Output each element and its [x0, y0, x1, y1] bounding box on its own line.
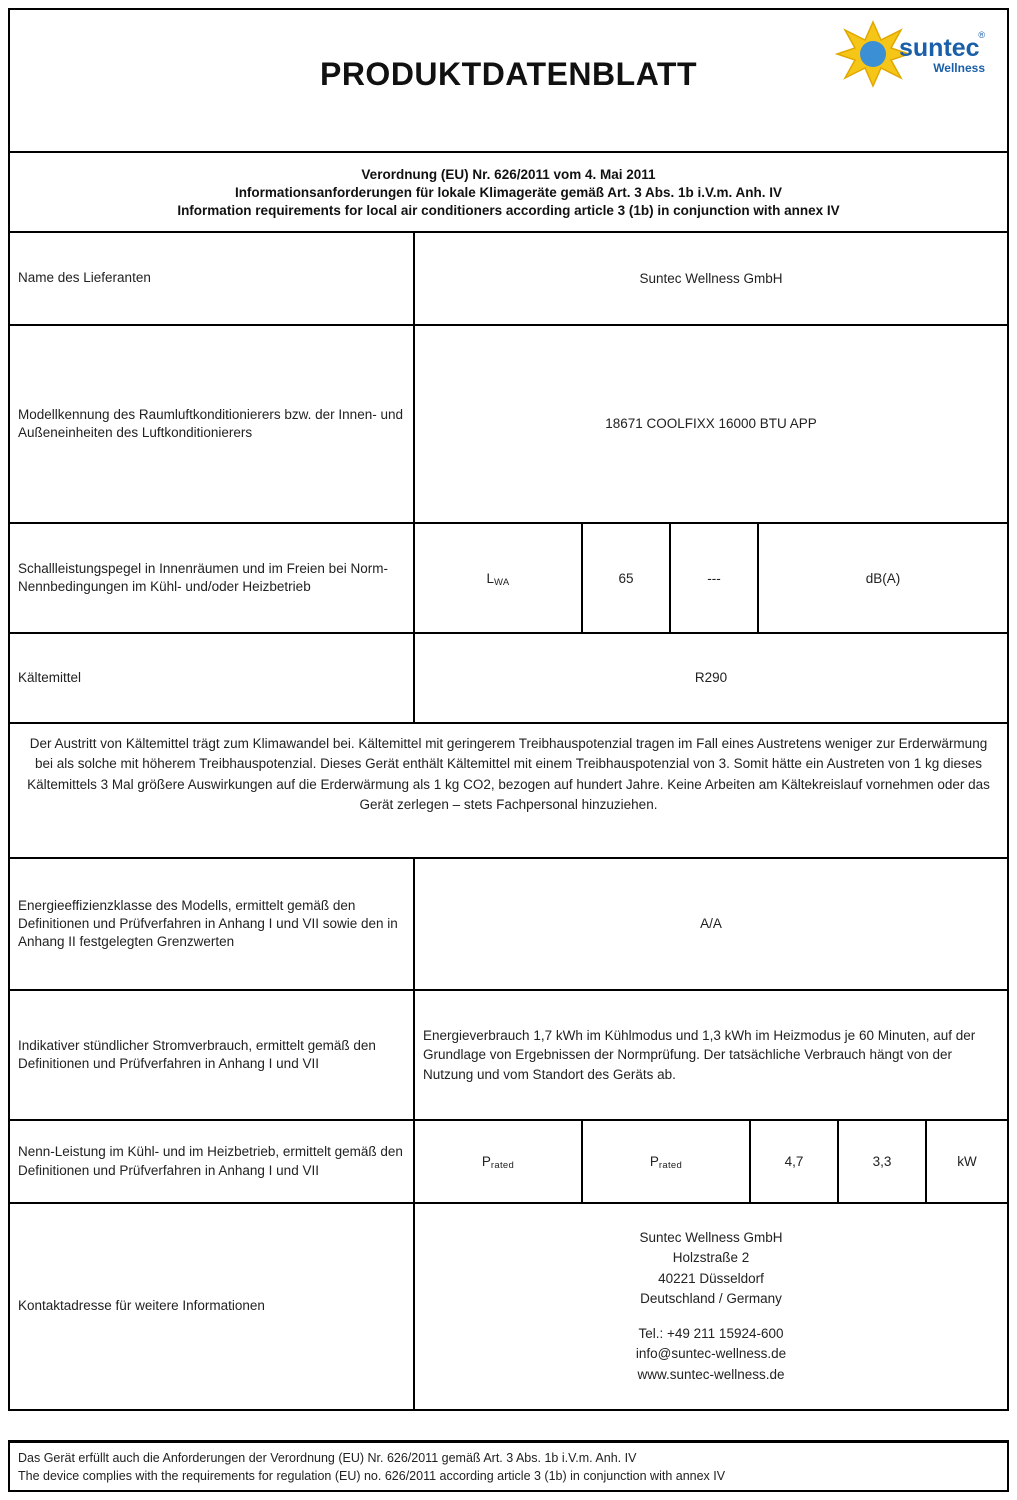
svg-text:Wellness: Wellness [933, 61, 985, 75]
contact-address [415, 1204, 1007, 1409]
table-row-supplier [10, 233, 1007, 326]
rated-symbol2-base: P [649, 1154, 659, 1169]
table-row-rated-capacity [10, 1121, 1007, 1204]
regulation-block [8, 153, 1009, 233]
contact-city: 40221 Düsseldorf [658, 1270, 764, 1286]
noise-value-cooling: 65 [583, 524, 671, 632]
refrigerant-note-text: Der Austritt von Kältemittel trägt zum Klimawandel bei. Kältemittel mit geringerem Treibhauspotenzial tragen im Fall eines Austretens weniger zur Erderwärmung bei als solche mit höherem Treibhauspotenzial. Dieses Gerät enthält Kältemittel mit einem Treibhauspotenzial von 3. Somit hätte ein Austreten von 1 kg dieses Kältemittels 3 Mal größere Auswirkungen auf die Erderwärmung als 1 kg CO2, bezogen auf hundert Jahre. Keine Arbeiten am Kältekreislauf vornehmen oder das Gerät zerlegen – stets Fachpersonal hinzuziehen. [27, 736, 990, 812]
noise-symbol-sub: WA [493, 576, 510, 588]
noise-unit: dB(A) [865, 570, 901, 586]
contact-email: info@suntec-wellness.de [635, 1346, 787, 1362]
noise-label: Schallleistungspegel in Innenräumen und im Freien bei Norm-Nennbedingungen im Kühl- und/oder Heizbetrieb [10, 524, 415, 632]
table-row-contact [10, 1204, 1007, 1409]
svg-text:®: ® [978, 30, 985, 40]
contact-street: Holzstraße 2 [672, 1250, 750, 1266]
rated-value-cooling: 4,7 [751, 1121, 839, 1202]
efficiency-value: A/A [700, 916, 722, 932]
rated-symbol-heating [583, 1121, 751, 1202]
suntec-logo [835, 20, 991, 88]
consumption-value: Energieverbrauch 1,7 kWh im Kühlmodus und 1,3 kWh im Heizmodus je 60 Minuten, auf der Grundlage von Ergebnissen der Normprüfung. Der tatsächliche Verbrauch hängt von der Nutzung und vom Standort des Geräts ab. [423, 1027, 976, 1082]
page-title: PRODUKTDATENBLATT [319, 56, 698, 92]
consumption-label: Indikativer stündlicher Stromverbrauch, ermittelt gemäß den Definitionen und Prüfverfahren in Anhang I und VII [10, 991, 415, 1119]
document-footer [8, 1440, 1009, 1492]
svg-text:suntec: suntec [899, 34, 980, 62]
supplier-label: Name des Lieferanten [10, 233, 415, 324]
refrigerant-label: Kältemittel [10, 634, 415, 722]
rated-label: Nenn-Leistung im Kühl- und im Heizbetrieb, ermittelt gemäß den Definitionen und Prüfverfahren in Anhang I und VII [10, 1121, 415, 1202]
regulation-line-1: Verordnung (EU) Nr. 626/2011 vom 4. Mai 2011 [361, 166, 656, 182]
contact-label: Kontaktadresse für weitere Informationen [10, 1204, 415, 1409]
rated-symbol-cooling [415, 1121, 583, 1202]
contact-country: Deutschland / Germany [640, 1291, 782, 1307]
table-row-refrigerant [10, 634, 1007, 724]
footer-line-english: The device complies with the requirements for regulation (EU) no. 626/2011 according article 3 (1b) in conjunction with annex IV [18, 1468, 726, 1483]
table-row-consumption [10, 991, 1007, 1121]
noise-value-heating: --- [671, 524, 759, 632]
contact-company: Suntec Wellness GmbH [639, 1229, 783, 1245]
noise-symbol-base: L [486, 570, 494, 586]
rated-unit: kW [957, 1154, 977, 1169]
noise-symbol [415, 524, 583, 632]
table-row-noise [10, 524, 1007, 634]
supplier-value: Suntec Wellness GmbH [639, 270, 783, 286]
document-header [8, 8, 1009, 153]
regulation-line-3: Information requirements for local air conditioners according article 3 (1b) in conjunction with annex IV [177, 202, 840, 218]
footer-line-german: Das Gerät erfüllt auch die Anforderungen der Verordnung (EU) Nr. 626/2011 gemäß Art. 3 Abs. 1b i.V.m. Anh. IV [18, 1450, 637, 1465]
datasheet-table [8, 233, 1009, 1411]
model-value: 18671 COOLFIXX 16000 BTU APP [605, 416, 817, 432]
contact-website: www.suntec-wellness.de [637, 1366, 785, 1382]
table-row-model [10, 326, 1007, 524]
table-row-refrigerant-note [10, 724, 1007, 859]
model-label: Modellkennung des Raumluftkonditionierers bzw. der Innen- und Außeneinheiten des Luftkonditionierers [10, 326, 415, 522]
table-row-efficiency [10, 859, 1007, 991]
rated-symbol1-sub: rated [490, 1160, 515, 1171]
regulation-line-2: Informationsanforderungen für lokale Klimageräte gemäß Art. 3 Abs. 1b i.V.m. Anh. IV [234, 184, 783, 200]
rated-value-heating: 3,3 [839, 1121, 927, 1202]
efficiency-label: Energieeffizienzklasse des Modells, ermittelt gemäß den Definitionen und Prüfverfahren in Anhang I und VII sowie den in Anhang II festgelegten Grenzwerten [10, 859, 415, 989]
refrigerant-value: R290 [694, 670, 728, 686]
contact-phone: Tel.: +49 211 15924-600 [638, 1325, 784, 1341]
rated-symbol1-base: P [481, 1154, 491, 1169]
rated-symbol2-sub: rated [658, 1160, 683, 1171]
